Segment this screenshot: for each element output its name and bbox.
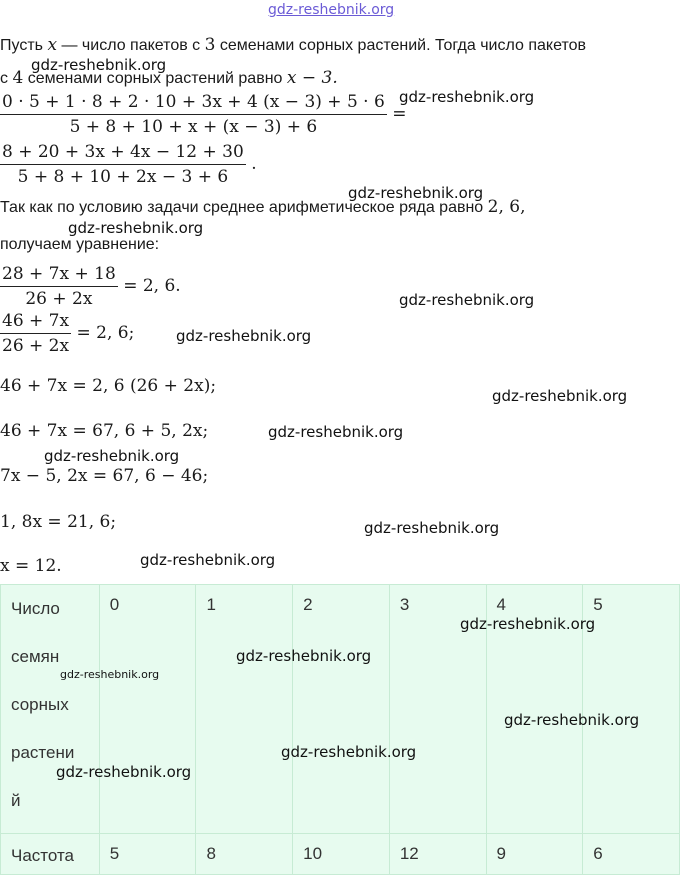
step-2: 46 + 7x = 67, 6 + 5, 2x; <box>0 421 209 441</box>
table-cell: 5 <box>99 834 196 875</box>
watermark-label: gdz-reshebnik.org <box>364 519 500 537</box>
intro-text: — число пакетов с <box>57 37 205 54</box>
table-cell: 12 <box>389 834 486 875</box>
watermark-label: gdz-reshebnik.org <box>281 743 417 761</box>
watermark-label: gdz-reshebnik.org <box>176 327 312 345</box>
table-cell: 0 <box>99 585 196 834</box>
fraction-numerator: 8 + 20 + 3x + 4x − 12 + 30 <box>0 142 246 165</box>
mean-value: 2, 6, <box>487 197 526 217</box>
header-line: растени <box>11 743 75 762</box>
fraction-numerator: 28 + 7x + 18 <box>0 264 118 287</box>
watermark-label: gdz-reshebnik.org <box>492 387 628 405</box>
fraction-denominator: 5 + 8 + 10 + x + (x − 3) + 6 <box>69 117 318 137</box>
table-cell: 4 <box>486 585 583 834</box>
table-cell: 10 <box>293 834 390 875</box>
header-line: й <box>11 791 21 810</box>
number-four: 4 <box>12 68 24 88</box>
expr-x-minus-3: x − 3. <box>286 68 338 88</box>
watermark-label: gdz-reshebnik.org <box>31 56 167 74</box>
intro-text: семенами сорных растений. Тогда число пакетов <box>215 37 587 54</box>
fraction <box>0 92 387 137</box>
table-cell: 1 <box>196 585 293 834</box>
equation-3 <box>0 264 181 309</box>
condition-text: Так как по условию задачи среднее арифметическое ряда равно <box>0 199 488 216</box>
fraction-denominator: 26 + 2x <box>25 289 93 309</box>
watermark-label: gdz-reshebnik.org <box>68 219 204 237</box>
watermark-label: gdz-reshebnik.org <box>399 88 535 106</box>
equals-sign: = <box>392 104 407 124</box>
table-cell: 6 <box>583 834 680 875</box>
intro-line-1 <box>0 35 586 56</box>
intro-text: семенами сорных растений равно <box>23 70 287 87</box>
fraction-numerator: 0 · 5 + 1 · 8 + 2 · 10 + 3x + 4 (x − 3) + 5 · 6 <box>0 92 387 115</box>
fraction <box>0 311 71 356</box>
table-cell: 9 <box>486 834 583 875</box>
watermark-label: gdz-reshebnik.org <box>56 763 192 781</box>
fraction-denominator: 5 + 8 + 10 + 2x − 3 + 6 <box>17 167 229 187</box>
watermark-label: gdz-reshebnik.org <box>140 551 276 569</box>
table-cell: 2 <box>293 585 390 834</box>
fraction <box>0 264 118 309</box>
var-x: x <box>47 35 58 55</box>
fraction-denominator: 26 + 2x <box>2 336 70 356</box>
watermark-label: gdz-reshebnik.org <box>460 615 596 633</box>
equation-rhs: = 2, 6. <box>123 276 181 296</box>
watermark-label: gdz-reshebnik.org <box>60 668 160 681</box>
step-1: 46 + 7x = 2, 6 (26 + 2x); <box>0 376 217 396</box>
watermark-label: gdz-reshebnik.org <box>348 184 484 202</box>
equation-2 <box>0 142 257 187</box>
intro-text: Пусть <box>0 37 48 54</box>
equation-4 <box>0 311 134 356</box>
number-three: 3 <box>204 35 216 55</box>
step-3: 7x − 5, 2x = 67, 6 − 46; <box>0 466 209 486</box>
header-line: сорных <box>11 695 69 714</box>
header-line: семян <box>11 647 60 666</box>
equation-rhs: = 2, 6; <box>76 323 135 343</box>
watermark-label: gdz-reshebnik.org <box>268 423 404 441</box>
fraction <box>0 142 246 187</box>
period: . <box>251 154 257 174</box>
header-line: Число <box>11 599 60 618</box>
step-5-answer: x = 12. <box>0 556 62 576</box>
table-cell: 3 <box>389 585 486 834</box>
table-cell: 8 <box>196 834 293 875</box>
table-row-frequency <box>1 834 680 875</box>
watermark-label: gdz-reshebnik.org <box>44 447 180 465</box>
watermark-label: gdz-reshebnik.org <box>236 647 372 665</box>
condition-line-2: получаем уравнение: <box>0 236 160 253</box>
intro-text: с <box>0 70 13 87</box>
site-watermark-link[interactable]: gdz-reshebnik.org <box>268 2 395 18</box>
header-cell-seeds <box>1 585 100 834</box>
header-cell-frequency: Частота <box>1 834 100 875</box>
watermark-label: gdz-reshebnik.org <box>504 711 640 729</box>
equation-1 <box>0 92 406 137</box>
step-4: 1, 8x = 21, 6; <box>0 512 117 532</box>
table-cell: 5 <box>583 585 680 834</box>
watermark-label: gdz-reshebnik.org <box>399 291 535 309</box>
fraction-numerator: 46 + 7x <box>0 311 71 334</box>
